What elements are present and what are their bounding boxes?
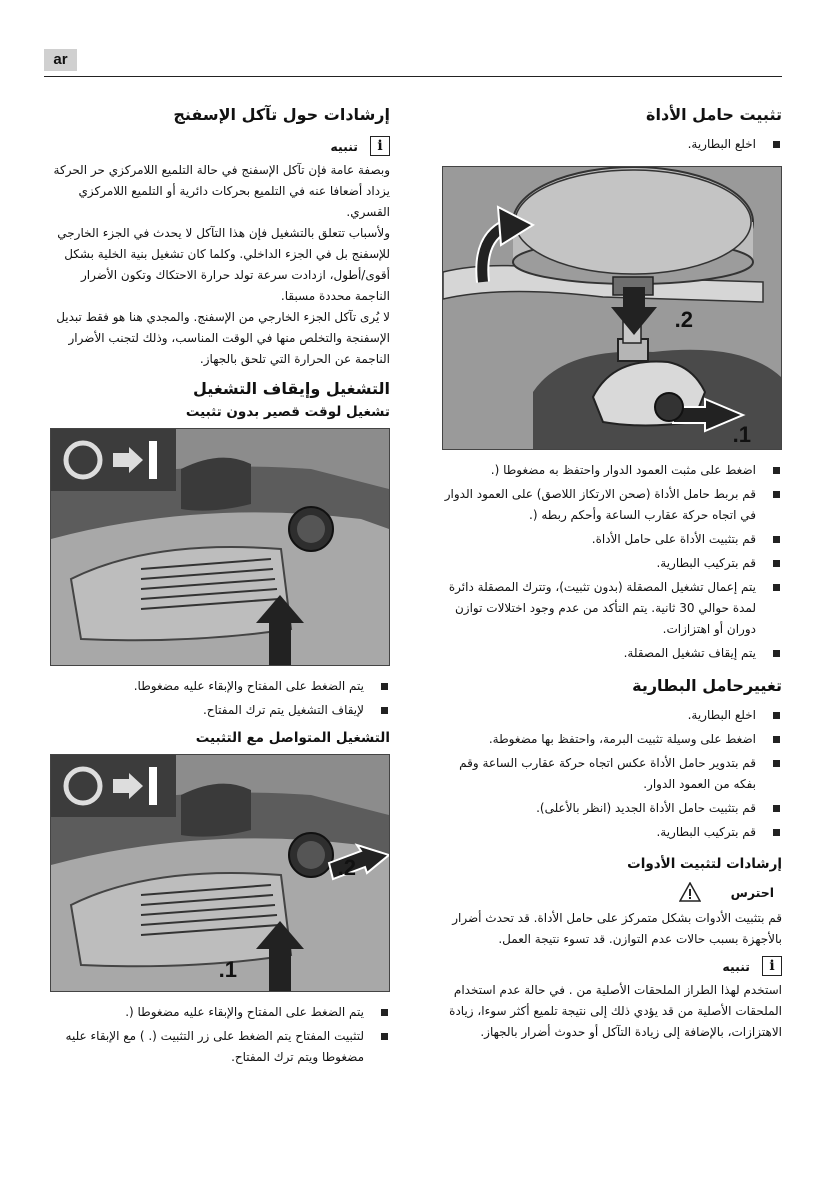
info-icon: i [762, 956, 782, 976]
sponge-paragraph: ولأسباب تتعلق بالتشغيل فإن هذا التآكل لا يحدث في الجزء الخارجي للإسفنج بل في الجزء الداخلي. وكلما كان تشغيل بنية الخلية بشكل أقوى/أطول، ازدادت سرعة تولد حرارة الاحتكاك وتكون الأضرار الناجمة محددة مسبقا. [57, 226, 390, 303]
short-run-title: تشغيل لوقت قصير بدون تثبيت [185, 404, 390, 420]
continuous-run-title: التشغيل المتواصل مع التثبيت [195, 730, 390, 746]
sponge-note-row [50, 134, 390, 158]
list-item: قم بتثبيت حامل الأداة الجديد (انظر بالأعلى). [442, 798, 782, 819]
list-item: اخلع البطارية. [442, 705, 782, 726]
list-item: اضغط على وسيلة تثبيت البرمة، واحتفظ بها مضغوطة. [442, 729, 782, 750]
continuous-run-steps [50, 1002, 390, 1068]
figure-label-step2: 2. [674, 307, 693, 332]
left-column [50, 104, 390, 1071]
tool-holder-title: تثبيت حامل الأداة [646, 105, 782, 124]
right-column [442, 104, 782, 1043]
figure2-label-step2: 2. [337, 855, 356, 880]
short-run-steps [50, 676, 390, 721]
sponge-note-label: تنبيه [330, 138, 358, 154]
tool-holder-steps [442, 460, 782, 664]
tool-holder-first-step [442, 134, 782, 155]
list-item: يتم إعمال تشغيل المصقلة (بدون تثبيت)، وتترك المصقلة دائرة لمدة حوالي 30 ثانية. يتم التأكد من عدم وجود اختلالات توازن دوران أو اهتزازات. [442, 577, 782, 640]
mounting-tips-title: إرشادات لتثبيت الأدوات [627, 856, 782, 872]
switch-figure-2 [50, 754, 390, 992]
switch-illustration-1 [51, 429, 389, 665]
mounting-note-label: تنبيه [722, 958, 750, 974]
change-holder-steps [442, 705, 782, 843]
sponge-paragraph: وبصفة عامة فإن تآكل الإسفنج في حالة التلميع اللامركزي حر الحركة يزداد أضعافا عنه في التلميع بحركات دائرية أو التلميع اللامركزي القسري. [53, 163, 390, 219]
mounting-note-text: استخدم لهذا الطراز الملحقات الأصلية من . في حالة عدم استخدام الملحقات الأصلية من قد يؤدي ذلك إلى نتيجة تلميع أكثر سوءا، زيادة الاهتزازات، بالإضافة إلى زيادة التآكل أو حدوث أضرار بالجهاز. [449, 983, 782, 1039]
switching-title: التشغيل وإيقاف التشغيل [193, 379, 390, 398]
change-holder-title: تغييرحامل البطارية [632, 676, 782, 695]
header-rule [44, 76, 782, 77]
language-badge: ar [44, 49, 77, 71]
list-item: قم بتركيب البطارية. [442, 822, 782, 843]
caution-row [442, 880, 782, 904]
warning-icon [679, 882, 701, 902]
list-item: يتم إيقاف تشغيل المصقلة. [442, 643, 782, 664]
list-item: قم بربط حامل الأداة (صحن الارتكاز اللاصق) على العمود الدوار في اتجاه حركة عقارب الساعة وأحكم ربطه (. [442, 484, 782, 526]
list-item: اضغط على مثبت العمود الدوار واحتفظ به مضغوطا (. [442, 460, 782, 481]
figure2-label-step1: 1. [218, 957, 237, 982]
list-item: قم بتدوير حامل الأداة عكس اتجاه حركة عقارب الساعة وقم بفكه من العمود الدوار. [442, 753, 782, 795]
sponge-wear-title: إرشادات حول تآكل الإسفنج [173, 105, 390, 124]
list-item: قم بتثبيت الأداة على حامل الأداة. [442, 529, 782, 550]
info-icon: i [370, 136, 390, 156]
tool-holder-illustration [443, 167, 781, 449]
switch-figure-1 [50, 428, 390, 666]
list-item: اخلع البطارية. [442, 134, 782, 155]
list-item: لإيقاف التشغيل يتم ترك المفتاح. [50, 700, 390, 721]
list-item: يتم الضغط على المفتاح والإبقاء عليه مضغوطا. [50, 676, 390, 697]
switch-illustration-2 [51, 755, 389, 991]
list-item: قم بتركيب البطارية. [442, 553, 782, 574]
list-item: لتثبيت المفتاح يتم الضغط على زر التثبيت (. ) مع الإبقاء عليه مضغوطا ويتم ترك المفتاح. [50, 1026, 390, 1068]
figure-label-step1: 1. [732, 422, 751, 447]
mounting-note-row [442, 954, 782, 978]
caution-label: احترس [730, 884, 774, 900]
tool-holder-figure [442, 166, 782, 450]
sponge-paragraph: لا يُرى تآكل الجزء الخارجي من الإسفنج. والمجدي هنا هو فقط تبديل الإسفنجة والتخلص منها في الوقت المناسب، وذلك لتجنب الأضرار الناجمة عن الحرارة التي تلحق بالجهاز. [56, 310, 390, 366]
caution-text: قم بتثبيت الأدوات بشكل متمركز على حامل الأداة. قد تحدث أضرار بالأجهزة بسبب حالات عدم التوازن. قد تسوء نتيجة العمل. [452, 911, 782, 946]
list-item: يتم الضغط على المفتاح والإبقاء عليه مضغوطا (. [50, 1002, 390, 1023]
